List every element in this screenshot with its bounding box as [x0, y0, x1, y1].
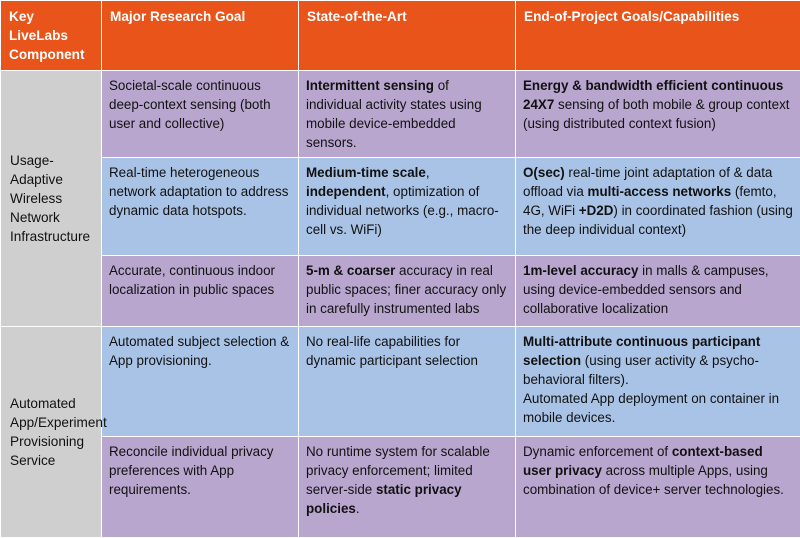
text-run: of individual activity states using mobile device-embedded sensors. — [306, 78, 482, 150]
end-goal-cell — [516, 327, 800, 437]
bold-text-run: independent — [306, 184, 386, 199]
header-major-research-goal: Major Research Goal — [102, 1, 299, 71]
goal-cell: Real-time heterogeneous network adaptation to address dynamic data hotspots. — [102, 158, 299, 256]
sota-cell — [299, 437, 516, 538]
bold-text-run: Multi-attribute continuous participant selection — [523, 334, 760, 368]
table-row — [1, 256, 800, 327]
bold-text-run: Intermittent sensing — [306, 78, 434, 93]
bold-text-run: 5-m & coarser — [306, 263, 395, 278]
end-goal-cell — [516, 71, 800, 158]
text-run: (using user activity & psycho-behavioral filters). — [523, 353, 759, 387]
table-row — [1, 71, 800, 158]
text-run: accuracy in real public spaces; finer accuracy only in carefully instrumented labs — [306, 263, 506, 316]
goal-cell: Societal-scale continuous deep-context sensing (both user and collective) — [102, 71, 299, 158]
text-run: across multiple Apps, using combination of device+ server technologies. — [523, 463, 784, 497]
header-component: Key LiveLabs Component — [1, 1, 102, 71]
text-run: in malls & campuses, using device-embedded sensors and collaborative localization — [523, 263, 769, 316]
text-run: sensing of both mobile & group context (using distributed context fusion) — [523, 97, 790, 131]
text-run: , optimization of individual networks (e.g., macro-cell vs. WiFi) — [306, 184, 499, 237]
table-row — [1, 158, 800, 256]
end-goal-text — [523, 332, 793, 389]
bold-text-run: Medium-time scale — [306, 165, 426, 180]
sota-cell — [299, 327, 516, 437]
table-row — [1, 327, 800, 437]
header-state-of-the-art: State-of-the-Art — [299, 1, 516, 71]
end-goal-extra-text: Automated App deployment on container in mobile devices. — [523, 389, 793, 427]
text-run: real-time joint adaptation of & data offload via — [523, 165, 772, 199]
bold-text-run: multi-access networks — [588, 184, 732, 199]
sota-cell — [299, 158, 516, 256]
end-goal-cell — [516, 256, 800, 327]
bold-text-run: Energy & bandwidth efficient continuous 24X7 — [523, 78, 783, 112]
bold-text-run: context-based user privacy — [523, 444, 763, 478]
goal-cell: Reconcile individual privacy preferences with App requirements. — [102, 437, 299, 538]
goal-cell: Automated subject selection & App provisioning. — [102, 327, 299, 437]
end-goal-cell — [516, 158, 800, 256]
goal-cell: Accurate, continuous indoor localization in public spaces — [102, 256, 299, 327]
text-run: (femto, 4G, WiFi — [523, 184, 777, 218]
bold-text-run: 1m-level accuracy — [523, 263, 638, 278]
component-automated-provisioning: Automated App/Experiment Provisioning Service — [1, 327, 102, 538]
text-run: No real-life capabilities for dynamic participant selection — [306, 334, 478, 368]
text-run: No runtime system for scalable privacy enforcement; limited server-side — [306, 444, 490, 497]
bold-text-run: O(sec) — [523, 165, 565, 180]
bold-text-run: +D2D — [579, 203, 614, 218]
end-goal-cell — [516, 437, 800, 538]
component-usage-adaptive-network: Usage-Adaptive Wireless Network Infrastructure — [1, 71, 102, 327]
text-run: Dynamic enforcement of — [523, 444, 672, 459]
table-row — [1, 437, 800, 538]
text-run: . — [356, 501, 360, 516]
header-end-of-project-goals: End-of-Project Goals/Capabilities — [516, 1, 800, 71]
text-run: , — [426, 165, 430, 180]
text-run: ) in coordinated fashion (using the deep individual context) — [523, 203, 793, 237]
sota-cell — [299, 256, 516, 327]
sota-cell — [299, 71, 516, 158]
bold-text-run: static privacy policies — [306, 482, 462, 516]
header-row — [1, 1, 800, 71]
